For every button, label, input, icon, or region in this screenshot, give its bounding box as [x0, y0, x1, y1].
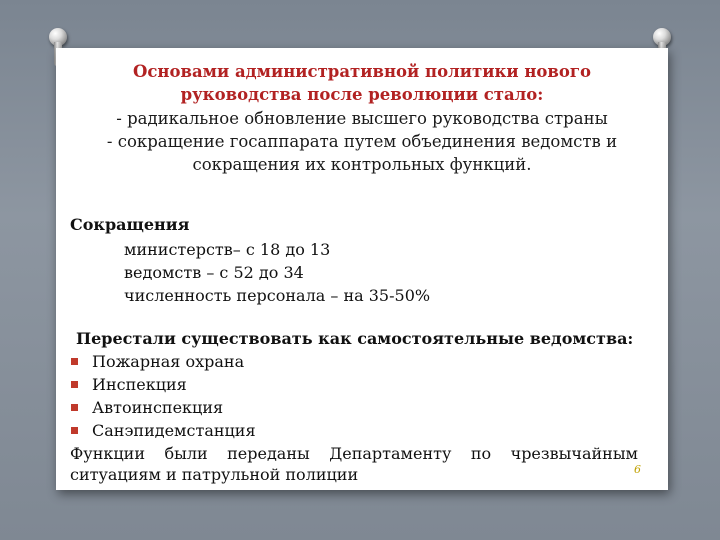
- square-bullet-icon: [71, 404, 78, 411]
- intro-line: сокращения их контрольных функций.: [192, 155, 532, 174]
- functions-paragraph: Функции были переданы Департаменту по чрезвычайным ситуациям и патрульной полиции: [70, 444, 638, 484]
- list-item: [70, 350, 256, 373]
- ceased-list: [70, 350, 256, 442]
- square-bullet-icon: [71, 427, 78, 434]
- reductions-heading: Сокращения: [70, 215, 190, 234]
- list-item: [70, 419, 256, 442]
- list-item: [70, 396, 256, 419]
- square-bullet-icon: [71, 358, 78, 365]
- page-number: 6: [634, 463, 641, 476]
- reductions-list: [124, 238, 430, 307]
- ceased-heading: Перестали существовать как самостоятельные ведомства:: [76, 329, 634, 348]
- list-item-label: Пожарная охрана: [92, 352, 245, 371]
- list-item-label: Инспекция: [92, 375, 187, 394]
- reduction-item: министерств– с 18 до 13: [124, 240, 331, 259]
- intro-line: - радикальное обновление высшего руководства страны: [116, 109, 608, 128]
- intro-text: [56, 107, 668, 176]
- intro-line: - сокращение госаппарата путем объединения ведомств и: [106, 132, 618, 151]
- slide-title: [56, 60, 668, 106]
- square-bullet-icon: [71, 381, 78, 388]
- reduction-item: ведомств – с 52 до 34: [124, 263, 304, 282]
- list-item-label: Автоинспекция: [92, 398, 224, 417]
- list-item-label: Санэпидемстанция: [92, 421, 256, 440]
- title-line: руководства после революции стало:: [180, 85, 544, 104]
- list-item: [70, 373, 256, 396]
- reduction-item: численность персонала – на 35-50%: [124, 286, 431, 305]
- slide-card: [56, 48, 668, 490]
- title-line: Основами административной политики нового: [132, 62, 592, 81]
